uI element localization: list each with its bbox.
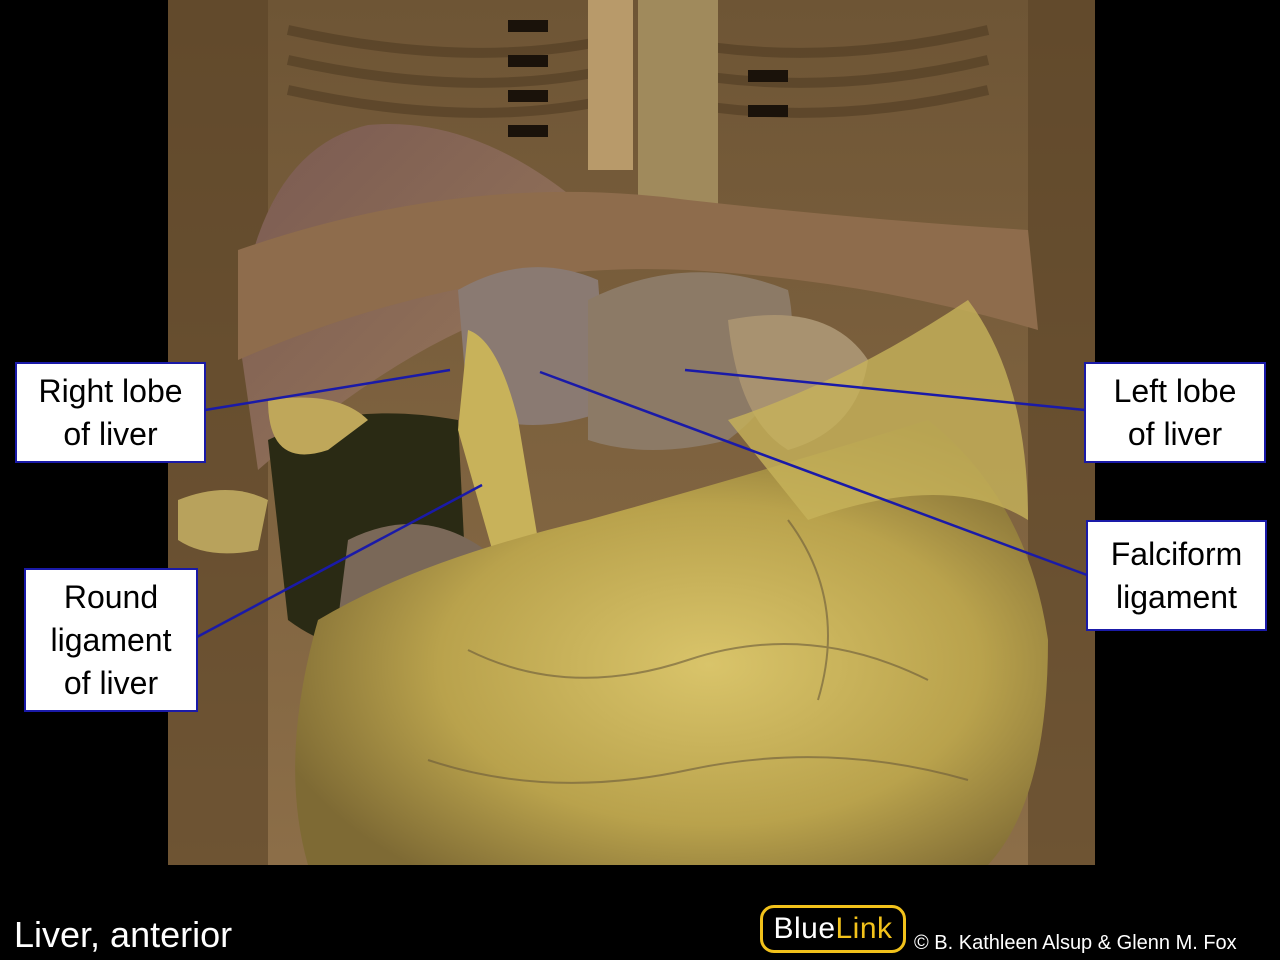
bluelink-logo (760, 905, 906, 953)
leader-right-lobe (205, 370, 450, 410)
label-round-ligament-text: Round ligament of liver (50, 578, 172, 701)
copyright-notice: © B. Kathleen Alsup & Glenn M. Fox (914, 932, 1237, 954)
logo-link-text: Link (835, 912, 893, 945)
figure-caption: Liver, anterior (14, 914, 233, 955)
label-right-lobe-text: Right lobe of liver (38, 372, 183, 452)
label-left-lobe (1084, 362, 1266, 463)
label-falciform-text: Falciform ligament (1110, 535, 1243, 615)
label-round-ligament (24, 568, 198, 712)
label-right-lobe (15, 362, 206, 463)
label-left-lobe-text: Left lobe of liver (1113, 372, 1237, 452)
leader-round-ligament (197, 485, 482, 637)
label-falciform-ligament (1086, 520, 1267, 631)
logo-blue-text: Blue (773, 912, 836, 945)
leader-left-lobe (685, 370, 1085, 410)
